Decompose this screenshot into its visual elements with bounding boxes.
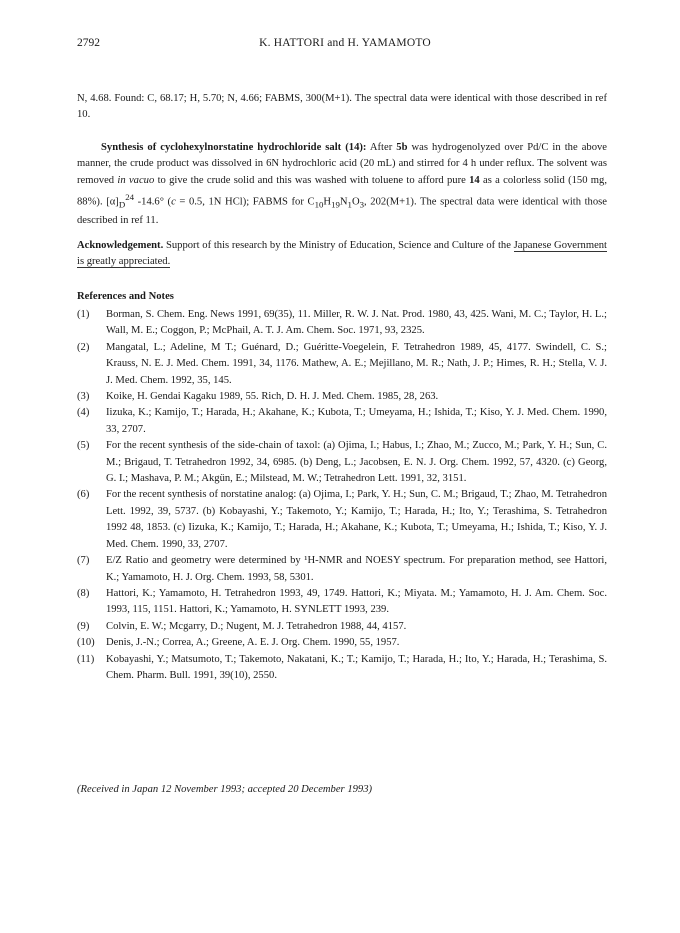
acknowledgement-heading: Acknowledgement. (77, 240, 164, 251)
reference-item: (11) Kobayashi, Y.; Matsumoto, T.; Takemoto, Nakatani, K.; T.; Kamijo, T.; Harada, H.; Ito, Y.; Harada, H.; Terashima, S. Chem. Pharm. Bull. 1991, 39(10), 2550. (77, 653, 607, 681)
reference-item: (9) Colvin, E. W.; Mcgarry, D.; Nugent, M. J. Tetrahedron 1988, 44, 4157. (77, 620, 407, 632)
page-number: 2792 (77, 37, 100, 49)
reference-item: (3) Koike, H. Gendai Kagaku 1989, 55. Rich, D. H. J. Med. Chem. 1985, 28, 263. (77, 391, 439, 403)
reference-item: (10) Denis, J.-N.; Correa, A.; Greene, A. E. J. Org. Chem. 1990, 55, 1957. (77, 637, 400, 649)
reference-item: (6) For the recent synthesis of norstatine analog: (a) Ojima, I.; Park, Y. H.; Sun, C. M.; Brigaud, T.; Zhao, M. Tetrahedron Lett. 1992, 39, 5737. (b) Kobayashi, Y.; Takemoto, Y.; Kamijo, T.; Harada, H.; Ito, Y.; Terashima, S. Tetrahedron 1992 48, 1853. (c) Iizuka, K.; Kamijo, T.; Harada, H.; Akahane, K.; Kubota, T.; Umeyama, H.; Ishida, T.; Kiso, Y. J. Med. Chem. 1990, 33, 2707. (77, 489, 607, 550)
synthesis-heading: Synthesis of cyclohexylnorstatine hydrochloride salt (14): (101, 142, 367, 153)
paragraph-synthesis: Synthesis of cyclohexylnorstatine hydrochloride salt (14): After 5b was hydrogenolyzed over Pd/C in the above manner, the crude product was dissolved in 6N hydrochloric acid (20 mL) and stirred for 4 h under reflux. The solvent was removed in vacuo to give the crude solid and this was washed with toluene to afford pure 14 as a colorless solid (150 mg, 88%). $[\alpha]_D^{24}$ -14.6° (c = 0.5, 1N HCl); FABMS for $C_{10}H_{19}N_1O_3$, 202(M+1). The spectral data were identical with those described in ref 11. (77, 142, 607, 227)
reference-item: (4) Iizuka, K.; Kamijo, T.; Harada, H.; Akahane, K.; Kubota, T.; Umeyama, H.; Ishida, T.; Kiso, Y. J. Med. Chem. 1990, 33, 2707. (77, 407, 607, 435)
page-header (77, 37, 613, 53)
references-list (77, 307, 607, 684)
paragraph-acknowledgement: Acknowledgement. Support of this research by the Ministry of Education, Science and Culture of the Japanese Government is greatly appreciated. (77, 240, 608, 268)
references-heading: References and Notes (77, 291, 174, 302)
reference-item: (2) Mangatal, L.; Adeline, M T.; Guénard, D.; Guéritte-Voegelein, F. Tetrahedron 1989, 45, 4177. Swindell, C. S.; Krauss, N. E. J. Med. Chem. 1991, 34, 1176. Mathew, A. E.; Mejillano, M. R.; Nath, J. P.; Himes, R. H.; Stella, V. J. J. Med. Chem. 1992, 35, 145. (77, 341, 607, 386)
reference-item: (5) For the recent synthesis of the side-chain of taxol: (a) Ojima, I.; Habus, I.; Zhao, M.; Zucco, M.; Park, Y. H.; Sun, C. M.; Brigaud, T. Tetrahedron 1992, 34, 6985. (b) Deng, L.; Jacobsen, E. N. J. Org. Chem. 1992, 57, 4320. (c) Georg, G. I.; Mashava, P. M.; Akgün, E.; Milstead, M. W.; Tetrahedron Lett. 1991, 32, 3151. (77, 440, 607, 485)
received-note: (Received in Japan 12 November 1993; accepted 20 December 1993) (77, 784, 373, 795)
running-head: K. HATTORI and H. YAMAMOTO (259, 37, 431, 49)
paragraph-analysis: N, 4.68. Found: C, 68.17; H, 5.70; N, 4.66; FABMS, 300(M+1). The spectral data were identical with those described in ref 10. (77, 93, 607, 121)
reference-item: (7) E/Z Ratio and geometry were determined by ¹H-NMR and NOESY spectrum. For preparation method, see Hattori, K.; Yamamoto, H. J. Org. Chem. 1993, 58, 5301. (77, 555, 607, 583)
reference-item: (8) Hattori, K.; Yamamoto, H. Tetrahedron 1993, 49, 1749. Hattori, K.; Miyata. M.; Yamamoto, H. J. Am. Chem. Soc. 1993, 115, 1151. Hattori, K.; Yamamoto, H. SYNLETT 1993, 239. (77, 587, 607, 616)
reference-item: (1) Borman, S. Chem. Eng. News 1991, 69(35), 11. Miller, R. W. J. Nat. Prod. 1980, 43, 425. Wani, M. C.; Taylor, H. L.; Wall, M. E.; Coggon, P.; McPhail, A. T. J. Am. Chem. Soc. 1971, 93, 2325. (77, 309, 607, 337)
